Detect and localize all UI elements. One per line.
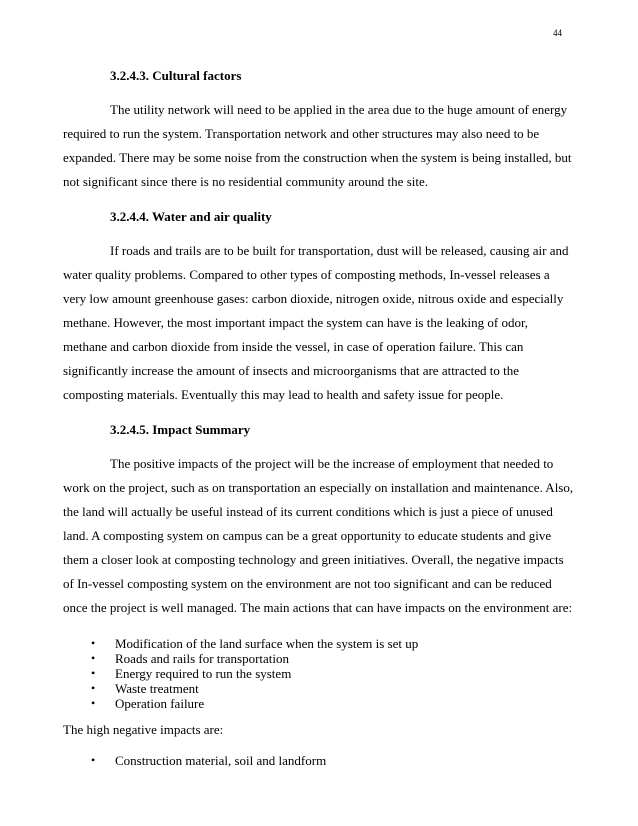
bullet-icon: • xyxy=(91,651,96,665)
paragraph-impact-summary: The positive impacts of the project will be the increase of employment that needed to work on the project, such as on transportation an especially on installation and maintenance. Also, the land will actually be useful instead of its current conditions which is just a piece of unused land. A composting system on campus can be a great opportunity to educate students and give them a closer look at composting technology and green initiatives. Overall, the negative impacts of In-vessel composting system on the environment are not too significant and can be reduced once the project is well managed. The main actions that can have impacts on the environment are: xyxy=(63,456,574,615)
paragraph-water-air-quality: If roads and trails are to be built for transportation, dust will be released, causing air and water quality problems. Compared to other types of composting methods, In-vessel releases a very low amount greenhouse gases: carbon dioxide, nitrogen oxide, nitrous oxide and especially methane. However, the most important impact the system can have is the leaking of odor, methane and carbon dioxide from inside the vessel, in case of operation failure. This can significantly increase the amount of insects and microorganisms that are attracted to the composting materials. Eventually this may lead to health and safety issue for people. xyxy=(63,243,569,402)
list-item: • Construction material, soil and landform xyxy=(91,753,327,768)
section-heading-impact-summary: 3.2.4.5. Impact Summary xyxy=(110,422,251,437)
bullet-icon: • xyxy=(91,636,96,650)
list-item: • Operation failure xyxy=(91,696,205,711)
bullet-icon: • xyxy=(91,681,96,695)
section-heading-cultural-factors: 3.2.4.3. Cultural factors xyxy=(110,68,242,83)
document-body xyxy=(63,64,574,768)
list-item: • Energy required to run the system xyxy=(91,666,292,681)
bullet-icon: • xyxy=(91,696,96,710)
section-heading-water-air-quality: 3.2.4.4. Water and air quality xyxy=(110,209,272,224)
list-item: • Roads and rails for transportation xyxy=(91,651,290,666)
list-item: • Modification of the land surface when the system is set up xyxy=(91,636,419,651)
high-negative-impacts-label: The high negative impacts are: xyxy=(63,722,224,737)
high-negative-impacts-list xyxy=(63,753,574,768)
list-item: • Waste treatment xyxy=(91,681,199,696)
paragraph-cultural-factors: The utility network will need to be applied in the area due to the huge amount of energy required to run the system. Transportation network and other structures may also need to be expanded. There may be some noise from the construction when the system is being installed, but not significant since there is no residential community around the site. xyxy=(63,102,572,189)
bullet-icon: • xyxy=(91,666,96,680)
page-number: 44 xyxy=(553,28,562,38)
bullet-icon: • xyxy=(91,753,96,767)
impact-actions-list xyxy=(63,636,574,711)
